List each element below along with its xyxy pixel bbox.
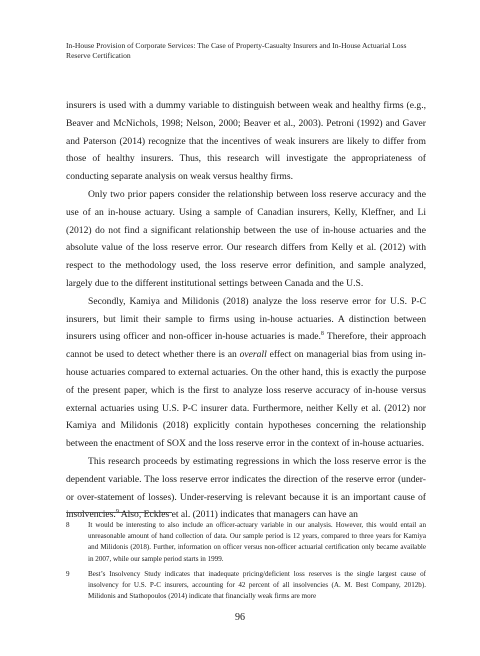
page-number: 96 [235, 612, 245, 623]
paragraph-text: Therefore, their approach cannot be used to detect whether there is an [66, 331, 426, 361]
emphasized-text: overall [239, 349, 267, 361]
footnote-number: 9 [66, 569, 70, 578]
footnote-text: It would be interesting to also include an officer-actuary variable in our analysis. However, this would entail an unreasonable amount of hand collection of data. Our sample period is 12 years, compared to three years for Kamiya and Milidonis (2018). Further, information on officer versus non-officer actuarial certification only became available in 2007, while our sample period starts in 1999. [88, 521, 426, 563]
footnote-text: Best’s Insolvency Study indicates that inadequate pricing/deficient loss reserves is the single largest cause of insolvency for U.S. P-C insurers, accounting for 42 percent of all insolvencies (A. M. Best Company, 2012b). Milidonis and Stathopoulos (2014) indicate that financially weak firms are more [88, 569, 426, 601]
running-head: In-House Provision of Corporate Services: The Case of Property-Casualty Insurers and In-House Actuarial Loss Reserve Certification [66, 41, 407, 60]
paragraph-text: effect on managerial bias from using in-house actuaries compared to external actuaries. On the other hand, this is exactly the purpose of the present paper, which is the first to analyze loss reserve accuracy of in-house versus external actuaries using U.S. P-C insurer data. Furthermore, neither Kelly et al. (2012) nor Kamiya and Milidonis (2018) explicitly contain hypotheses concerning the relationship between the enactment of SOX and the loss reserve error in the context of in-house actuaries. [66, 349, 426, 450]
body-paragraph [66, 97, 426, 186]
body-paragraph [66, 186, 426, 293]
footnote [66, 569, 426, 603]
body-paragraph [66, 293, 426, 453]
footnote-number: 8 [66, 521, 70, 529]
footnote [66, 520, 426, 565]
paragraph-text: insurers is used with a dummy variable to distinguish between weak and healthy firms (e.g., Beaver and McNichols, 1998; Nelson, 2000; Beaver et al., 2003). Petroni (1992) and Gaver and Paterson (2014) recognize that the incentives of weak insurers are likely to differ from those of healthy insurers. Thus, this research will investigate the appropriateness of conducting separate analysis on weak versus healthy firms. [66, 100, 426, 183]
paragraph-text: Also, Eckles et al. (2011) indicates that managers can have an [118, 509, 358, 521]
footnote-divider [66, 512, 172, 513]
paragraph-text: Secondly, Kamiya and Milidonis (2018) analyze the loss reserve error for U.S. P-C insurers, but limit their sample to firms using in-house actuaries. A distinction between insurers using officer and non-officer in-house actuaries is made. [66, 295, 426, 343]
footnote-marker: 9 [115, 509, 119, 516]
footnotes [66, 520, 426, 606]
body-paragraph [66, 453, 426, 524]
footnote-marker: 8 [320, 331, 324, 338]
body-text [66, 97, 426, 524]
paragraph-text: Only two prior papers consider the relationship between loss reserve accuracy and the use of an in-house actuary. Using a sample of Canadian insurers, Kelly, Kleffner, and Li (2012) do not find a significant relationship between the use of in-house actuaries and the absolute value of the loss reserve error. Our research differs from Kelly et al. (2012) with respect to the methodology used, the loss reserve error definition, and sample analyzed, largely due to the different institutional settings between Canada and the U.S. [66, 188, 426, 289]
paragraph-text: This research proceeds by estimating regressions in which the loss reserve error is the dependent variable. The loss reserve error indicates the direction of the reserve error (under- or over-statement of losses). Under-reserving is relevant because it is an important cause of insolvencies. [66, 455, 426, 521]
